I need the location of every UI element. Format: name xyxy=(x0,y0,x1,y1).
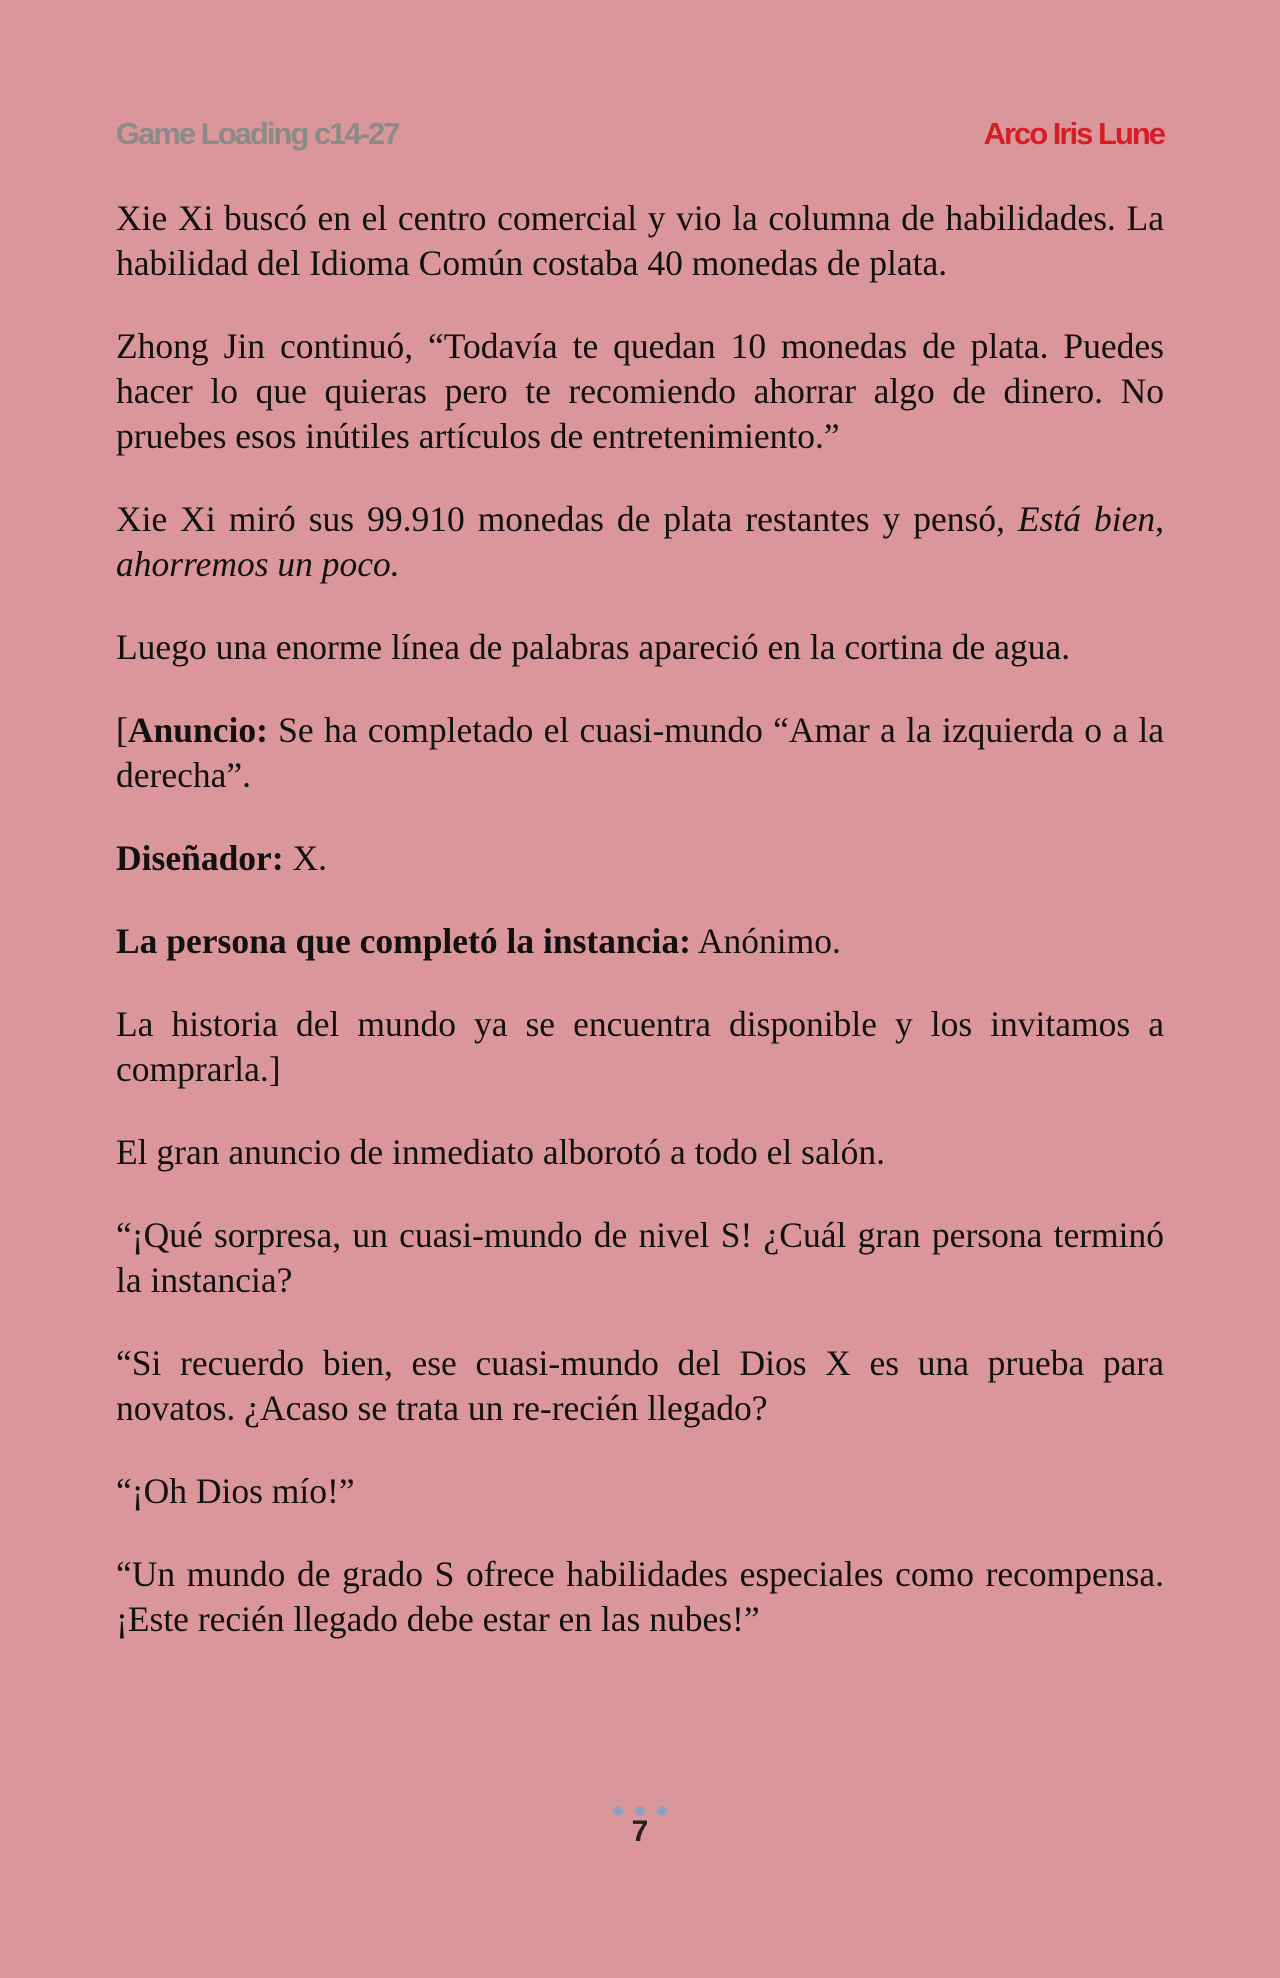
completer-paragraph: La persona que completó la instancia: Anónimo. xyxy=(116,921,841,961)
book-title: Game Loading c14-27 xyxy=(116,116,399,151)
designer-paragraph: Diseñador: X. xyxy=(116,838,328,878)
page-body xyxy=(116,196,1164,1680)
paragraph: “Si recuerdo bien, ese cuasi-mundo del Dios X es una prueba para novatos. ¿Acaso se trata un re-recién llegado? xyxy=(116,1343,1164,1428)
paragraph: Zhong Jin continuó, “Todavía te quedan 10 monedas de plata. Puedes hacer lo que quieras pero te recomiendo ahorrar algo de dinero. No pruebes esos inútiles artículos de entretenimiento.” xyxy=(116,326,1164,456)
announcement-label: Anuncio: xyxy=(127,710,268,750)
paragraph: “¡Oh Dios mío!” xyxy=(116,1471,355,1511)
designer-label: Diseñador: xyxy=(116,838,284,878)
paragraph: El gran anuncio de inmediato alborotó a todo el salón. xyxy=(116,1132,885,1172)
completer-label: La persona que completó la instancia: xyxy=(116,921,691,961)
paragraph: “Un mundo de grado S ofrece habilidades especiales como recompensa. ¡Este recién llegado debe estar en las nubes!” xyxy=(116,1554,1164,1639)
italic-thought: Está bien, ahorremos un poco. xyxy=(116,499,1164,584)
page-number: 7 xyxy=(631,1815,649,1848)
paragraph: Xie Xi buscó en el centro comercial y vio la columna de habilidades. La habilidad del Idioma Común costaba 40 monedas de plata. xyxy=(116,198,1164,283)
paragraph: Xie Xi miró sus 99.910 monedas de plata restantes y pensó, Está bien, ahorremos un poco. xyxy=(116,499,1164,584)
page-header xyxy=(116,116,1164,166)
paragraph: “¡Qué sorpresa, un cuasi-mundo de nivel S! ¿Cuál gran persona terminó la instancia? xyxy=(116,1215,1164,1300)
announcement-paragraph: [Anuncio: Se ha completado el cuasi-mundo “Amar a la izquierda o a la derecha”. xyxy=(116,710,1164,795)
paragraph: Luego una enorme línea de palabras apareció en la cortina de agua. xyxy=(116,627,1071,667)
paragraph: La historia del mundo ya se encuentra disponible y los invitamos a comprarla.] xyxy=(116,1004,1164,1089)
translator-name: Arco Iris Lune xyxy=(983,116,1164,151)
